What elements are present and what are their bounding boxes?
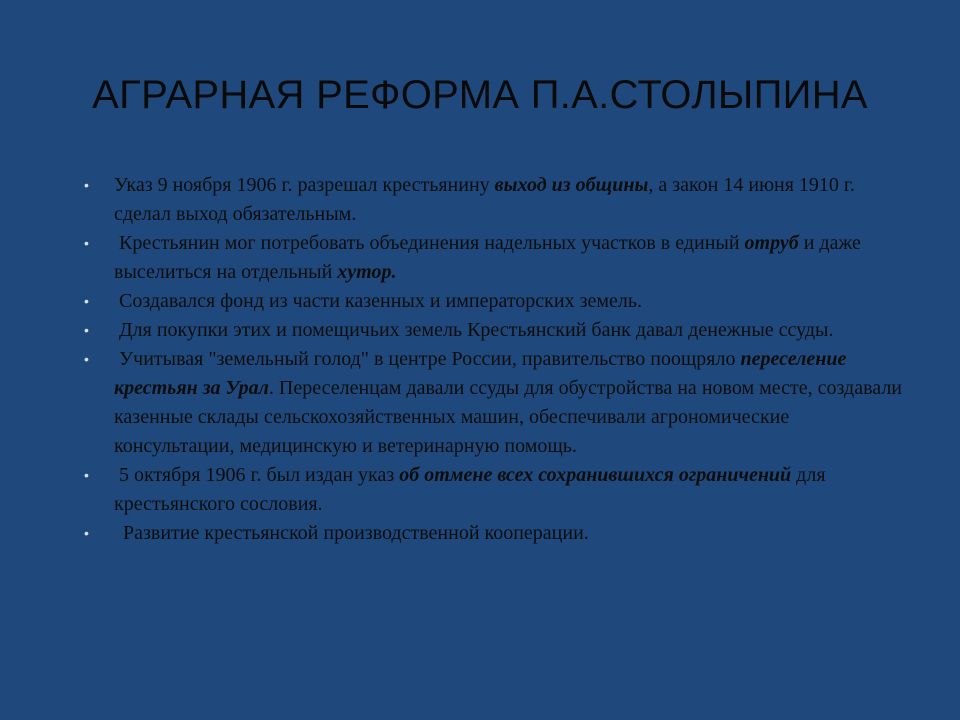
item-emphasis: хутор. <box>337 261 397 283</box>
item-text: Учитывая "земельный голод" в центре России, правительство поощряло <box>119 348 741 370</box>
item-text: Крестьянин мог потребовать объединения надельных участков в единый <box>119 232 745 254</box>
list-item <box>84 229 914 287</box>
item-emphasis: об отмене всех сохранившихся ограничений <box>399 464 792 486</box>
item-emphasis: отруб <box>744 232 799 254</box>
item-text: Создавался фонд из части казенных и императорских земель. <box>119 290 643 312</box>
bullet-icon: • <box>84 293 89 309</box>
item-text: 5 октября 1906 г. был издан указ <box>119 464 400 486</box>
list-item <box>84 461 914 519</box>
bullet-icon: • <box>84 525 89 541</box>
item-text: . Переселенцам давали ссуды для обустройства на новом месте, создавали казенные склады сельскохозяйственных машин, обеспечивали агрономические консультации, медицинскую и ветеринарную помощь. <box>114 377 903 457</box>
item-text: и даже выселиться на отдельный <box>114 232 861 283</box>
item-text: для крестьянского сословия. <box>114 464 826 515</box>
bullet-list <box>84 171 914 548</box>
slide-title: АГРАРНАЯ РЕФОРМА П.А.СТОЛЫПИНА <box>92 73 868 117</box>
list-item <box>84 287 914 316</box>
bullet-icon: • <box>84 351 89 367</box>
bullet-icon: • <box>84 177 89 193</box>
item-emphasis: выход из общины <box>494 174 649 196</box>
item-text: Указ 9 ноября 1906 г. разрешал крестьянину <box>114 174 495 196</box>
bullet-icon: • <box>84 467 89 483</box>
list-item <box>84 519 914 548</box>
item-text: , а закон 14 июня 1910 г. сделал выход обязательным. <box>114 174 855 225</box>
bullet-icon: • <box>84 322 89 338</box>
list-item <box>84 171 914 229</box>
item-text: Развитие крестьянской производственной кооперации. <box>123 522 589 544</box>
bullet-icon: • <box>84 235 89 251</box>
item-text: Для покупки этих и помещичьих земель Крестьянский банк давал денежные ссуды. <box>119 319 834 341</box>
list-item <box>84 345 914 461</box>
item-emphasis: переселение крестьян за Урал <box>114 348 847 399</box>
list-item <box>84 316 914 345</box>
